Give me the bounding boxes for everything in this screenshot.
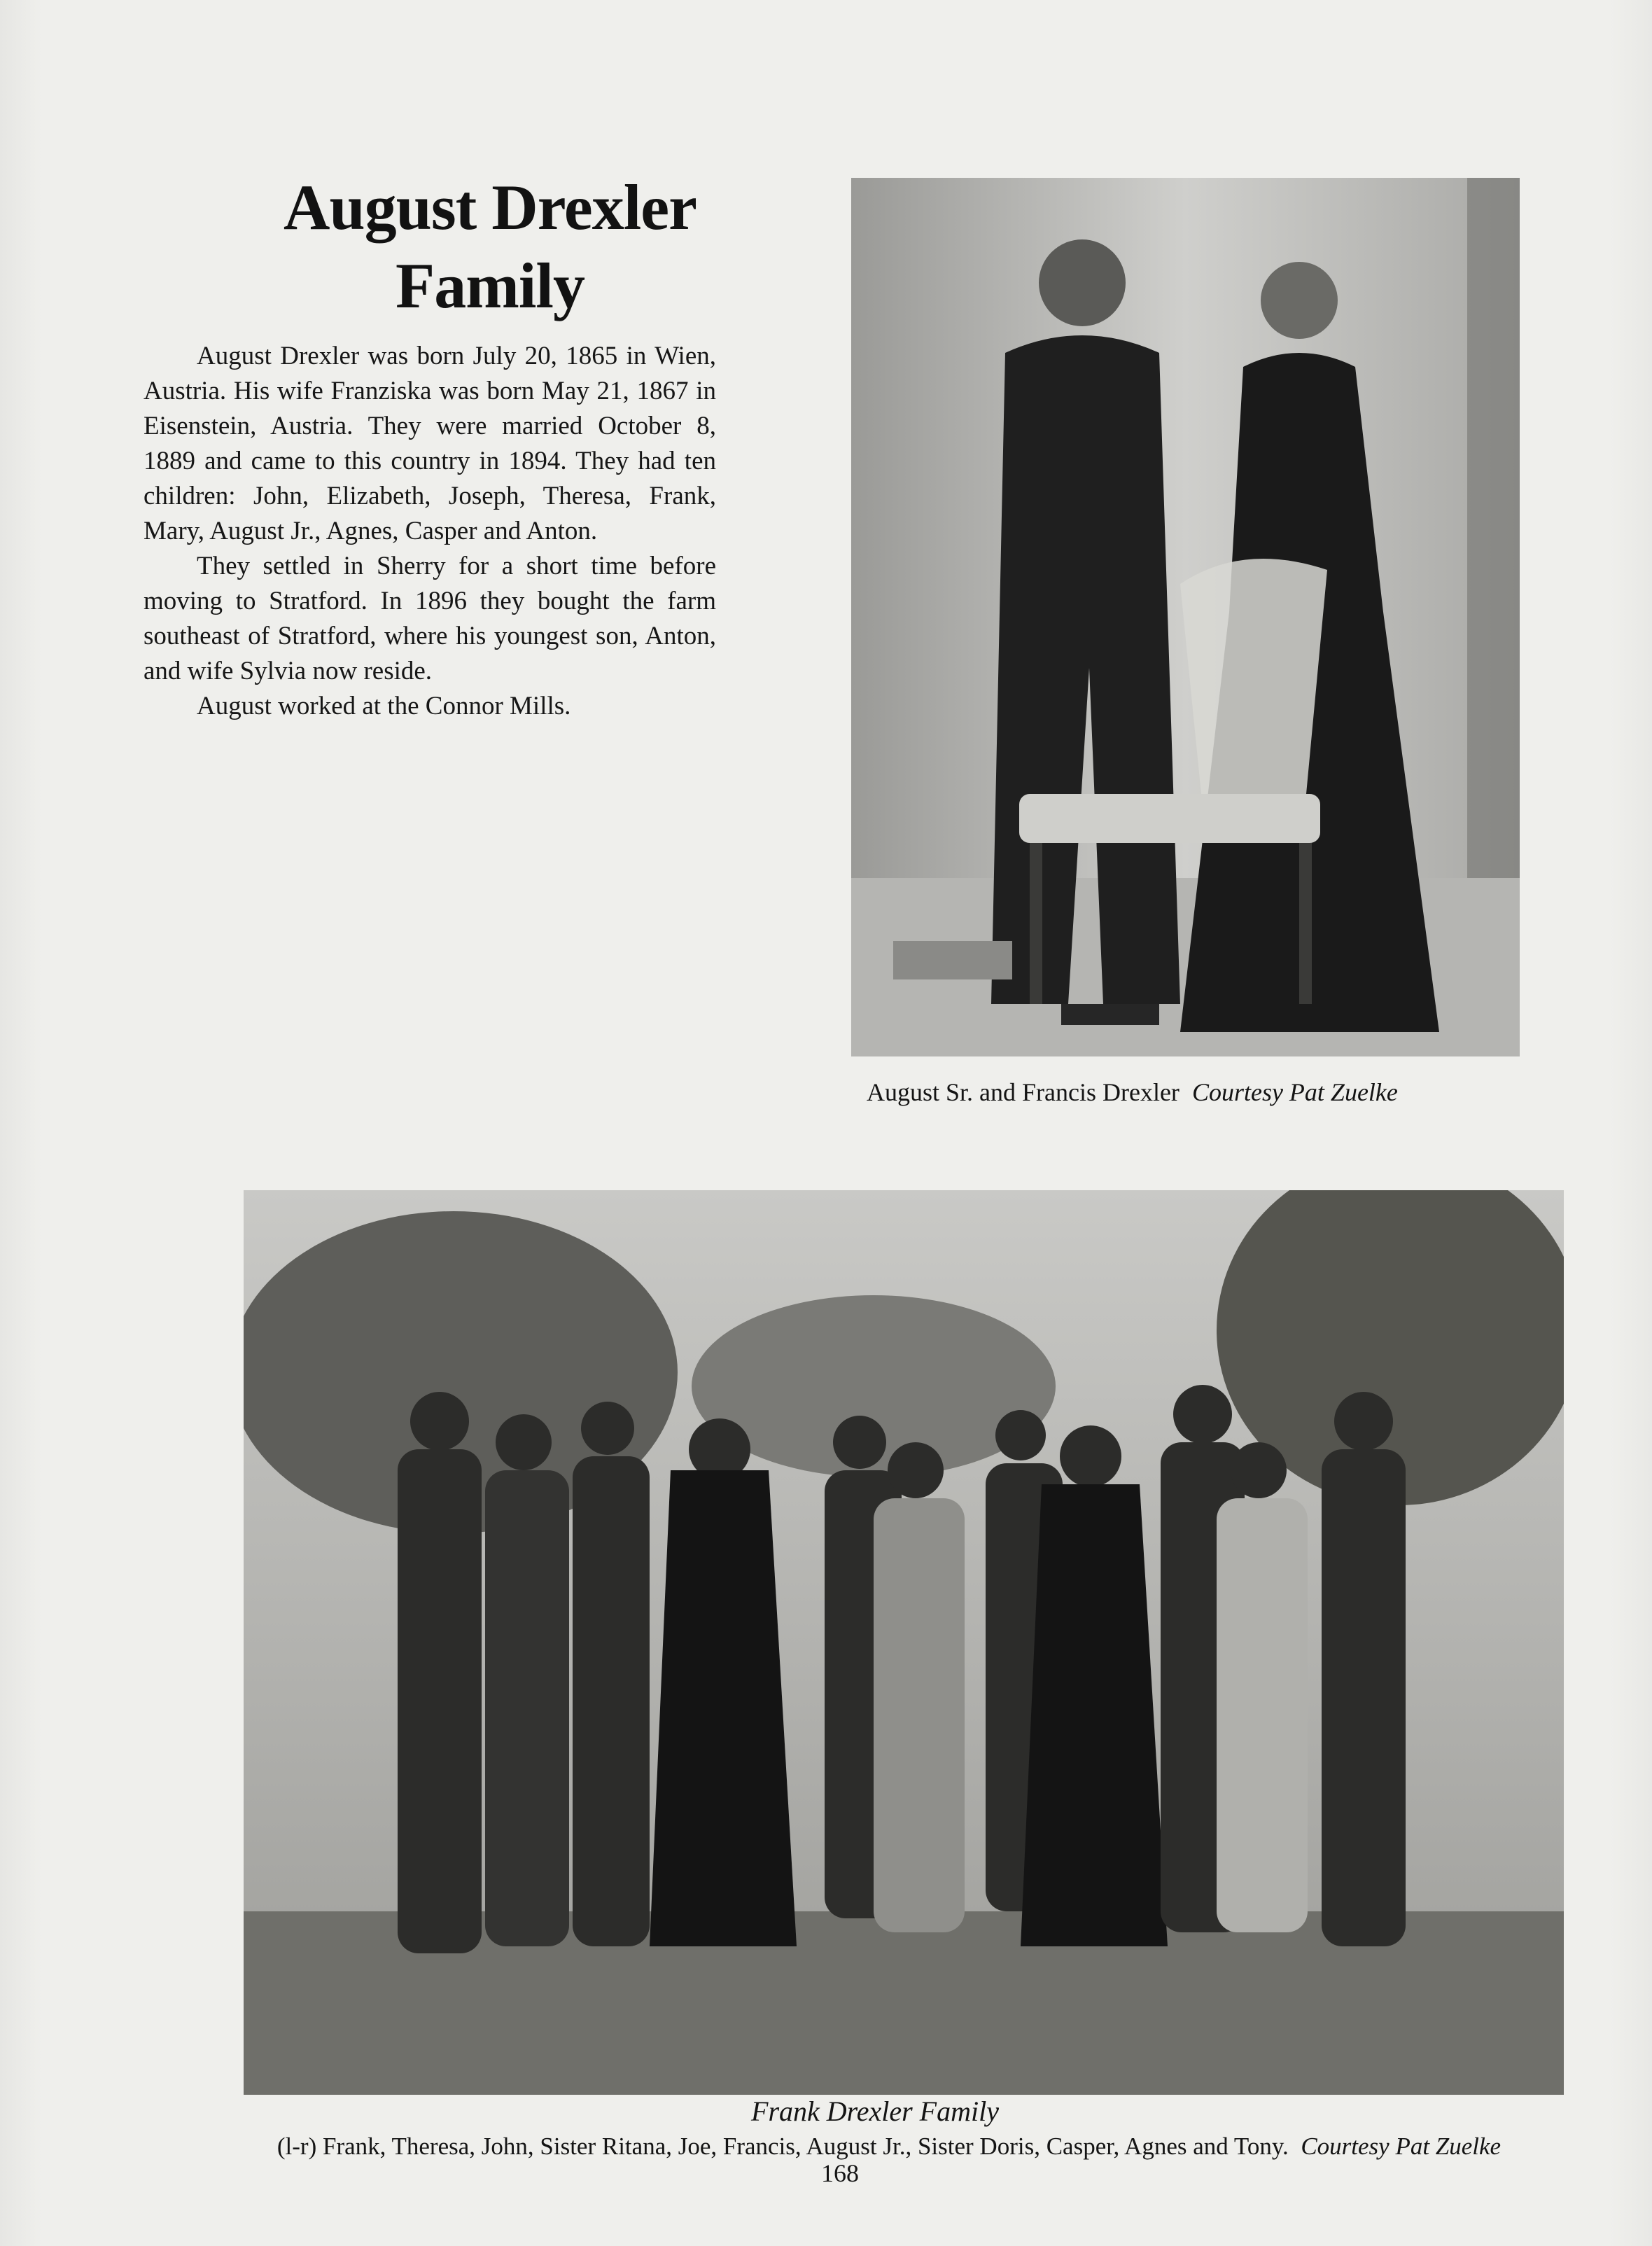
couple-photo-credit: Courtesy Pat Zuelke bbox=[1191, 1078, 1398, 1106]
couple-portrait-image bbox=[851, 178, 1520, 1056]
article-title bbox=[140, 168, 840, 325]
family-caption-text: (l-r) Frank, Theresa, John, Sister Ritana, Joe, Francis, August Jr., Sister Doris, Casper, Agnes and Tony. bbox=[276, 2133, 1289, 2160]
article-body bbox=[144, 339, 716, 724]
title-line-1: August Drexler bbox=[284, 172, 696, 243]
couple-photo-caption bbox=[867, 1077, 1518, 1108]
paragraph-2: They settled in Sherry for a short time before moving to Stratford. In 1896 they bought the farm southeast of Stratford, where his youngest son, Anton, and wife Sylvia now reside. bbox=[144, 552, 716, 685]
couple-portrait-photo bbox=[851, 178, 1520, 1056]
paragraph-1: August Drexler was born July 20, 1865 in Wien, Austria. His wife Franziska was born May 21, 1867 in Eisenstein, Austria. They were married October 8, 1889 and came to this country in 1894. They had ten children: John, Elizabeth, Joseph, Theresa, Frank, Mary, August Jr., Agnes, Casper and Anton. bbox=[144, 342, 716, 545]
page-number: 168 bbox=[821, 2159, 859, 2187]
family-group-photo bbox=[244, 1190, 1564, 2095]
family-group-image bbox=[244, 1190, 1564, 2095]
family-photo-caption bbox=[161, 2131, 1617, 2162]
family-photo-credit: Courtesy Pat Zuelke bbox=[1301, 2133, 1502, 2160]
title-line-2: Family bbox=[396, 250, 584, 321]
couple-caption-text: August Sr. and Francis Drexler bbox=[867, 1078, 1180, 1106]
paragraph-3: August worked at the Connor Mills. bbox=[197, 692, 571, 720]
family-photo-title: Frank Drexler Family bbox=[751, 2095, 999, 2127]
